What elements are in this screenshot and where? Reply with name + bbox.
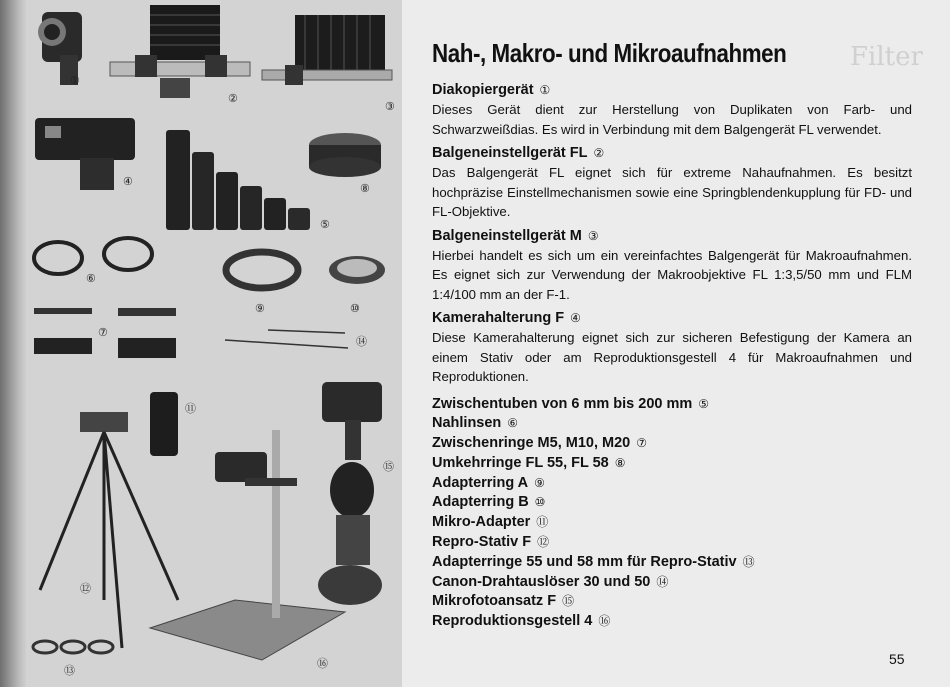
figure-label-13: ⑬ [64, 665, 75, 677]
list-item [432, 553, 912, 573]
item-label: Mikrofotoansatz F [432, 593, 557, 610]
figure-label-12: ⑫ [80, 583, 91, 595]
figure-label-7: ⑦ [98, 327, 108, 339]
item-number: ⑧ [614, 455, 626, 470]
list-item [432, 573, 912, 593]
text-page [402, 0, 950, 687]
item-number: ⑭ [656, 574, 669, 589]
item-number: ⑮ [562, 594, 575, 609]
figure-label-9: ⑨ [255, 303, 265, 315]
section-number: ② [593, 146, 605, 160]
item-label: Reproduktionsgestell 4 [432, 613, 593, 630]
section-heading: Diakopiergerät [432, 82, 534, 98]
section-bellows-fl [432, 143, 912, 222]
item-number: ⑪ [536, 515, 549, 530]
item-number: ⑬ [742, 554, 755, 569]
section-bellows-m [432, 226, 912, 305]
figure-label-10: ⑩ [350, 303, 360, 315]
stand-adapter-rings-image [33, 641, 113, 653]
item-number: ⑨ [534, 475, 545, 490]
item-label: Mikro-Adapter [432, 514, 531, 531]
accessories-illustration [0, 0, 402, 687]
adapter-ring-a-image [226, 252, 298, 288]
accessories-photo-plate [0, 0, 402, 687]
item-label: Canon-Drahtauslöser 30 und 50 [432, 573, 651, 590]
item-label: Zwischentuben von 6 mm bis 200 mm [432, 395, 693, 412]
section-body: Diese Kamerahalterung eignet sich zur sicheren Befestigung der Kamera an einem Stativ oder am Reproduktionsgestell 4 für Makroaufnahmen und Reproduktionen. [432, 330, 912, 384]
section-number: ④ [570, 311, 581, 325]
item-number: ⑯ [598, 614, 611, 629]
section-camera-holder [432, 308, 912, 387]
bellows-m-image [262, 15, 392, 85]
section-heading: Balgeneinstellgerät M [432, 227, 582, 244]
bellows-fl-image [110, 5, 250, 98]
item-label: Zwischenringe M5, M10, M20 [432, 435, 631, 452]
figure-label-4: ④ [123, 176, 133, 188]
section-body: Das Balgengerät FL eignet sich für extreme Nahaufnahmen. Es besitzt hochpräzise Einstellmechanismen sowie eine Springblendenkupplung für FD- und FL-Objektive. [432, 165, 912, 219]
section-number: ③ [587, 228, 599, 243]
section-slide-duplicator [432, 80, 912, 139]
camera-holder-image [35, 118, 135, 190]
list-item [432, 474, 912, 494]
figure-label-2: ② [228, 93, 238, 105]
item-number: ⑦ [636, 436, 647, 451]
list-item [432, 533, 912, 553]
figure-label-14: ⑭ [356, 336, 367, 348]
adapter-ring-b-image [329, 256, 385, 284]
item-label: Adapterring B [432, 494, 529, 511]
item-label: Adapterring A [432, 474, 529, 491]
extension-tubes-image [166, 130, 310, 230]
list-item [432, 454, 912, 474]
figure-label-5: ⑤ [320, 219, 330, 231]
section-heading: Balgeneinstellgerät FL [432, 145, 588, 161]
figure-label-1: ① [70, 75, 80, 87]
item-number: ⑫ [537, 535, 550, 550]
page-number: 55 [889, 651, 905, 667]
list-item [432, 612, 912, 632]
list-item [432, 434, 912, 454]
item-label: Umkehrringe FL 55, FL 58 [432, 454, 609, 471]
cable-releases-image [225, 330, 348, 348]
section-body: Dieses Gerät dient zur Herstellung von Duplikaten von Farb- und Schwarzweißdias. Es wird in Verbindung mit dem Balgengerät FL verwendet. [432, 102, 912, 137]
figure-label-6: ⑥ [86, 273, 96, 285]
list-item [432, 592, 912, 612]
accessory-list [432, 395, 912, 633]
list-item [432, 395, 912, 415]
show-through-heading: Filter [850, 42, 923, 72]
section-body: Hierbei handelt es sich um ein vereinfachtes Balgengerät für Makroaufnahmen. Es eignet sich zur Verwendung der Makroobjektive FL 1:3,5/50 mm und FLM 1:4/100 mm an der F-1. [432, 247, 912, 302]
item-number: ⑤ [698, 396, 710, 411]
item-number: ⑩ [534, 495, 546, 510]
section-heading: Kamerahalterung F [432, 310, 565, 326]
micro-adapter-image [150, 392, 178, 456]
figure-label-15: ⑮ [383, 461, 394, 473]
list-item [432, 414, 912, 434]
item-label: Nahlinsen [432, 415, 502, 432]
list-item [432, 493, 912, 513]
item-label: Adapterringe 55 und 58 mm für Repro-Stativ [432, 553, 737, 570]
reverse-rings-image [309, 133, 381, 177]
figure-label-3: ③ [385, 101, 395, 113]
close-up-lenses-image [34, 238, 152, 274]
list-item [432, 513, 912, 533]
figure-label-11: ⑪ [185, 403, 196, 415]
item-label: Repro-Stativ F [432, 534, 532, 551]
section-number: ① [539, 83, 551, 97]
figure-label-8: ⑧ [360, 183, 370, 195]
page-content [432, 80, 912, 632]
item-number: ⑥ [507, 416, 519, 431]
microscope-attachment-image [318, 382, 382, 605]
figure-label-16: ⑯ [317, 658, 328, 670]
page-title: Nah-, Makro- und Mikroaufnahmen [432, 38, 787, 68]
reproduction-stand-image [150, 430, 345, 660]
